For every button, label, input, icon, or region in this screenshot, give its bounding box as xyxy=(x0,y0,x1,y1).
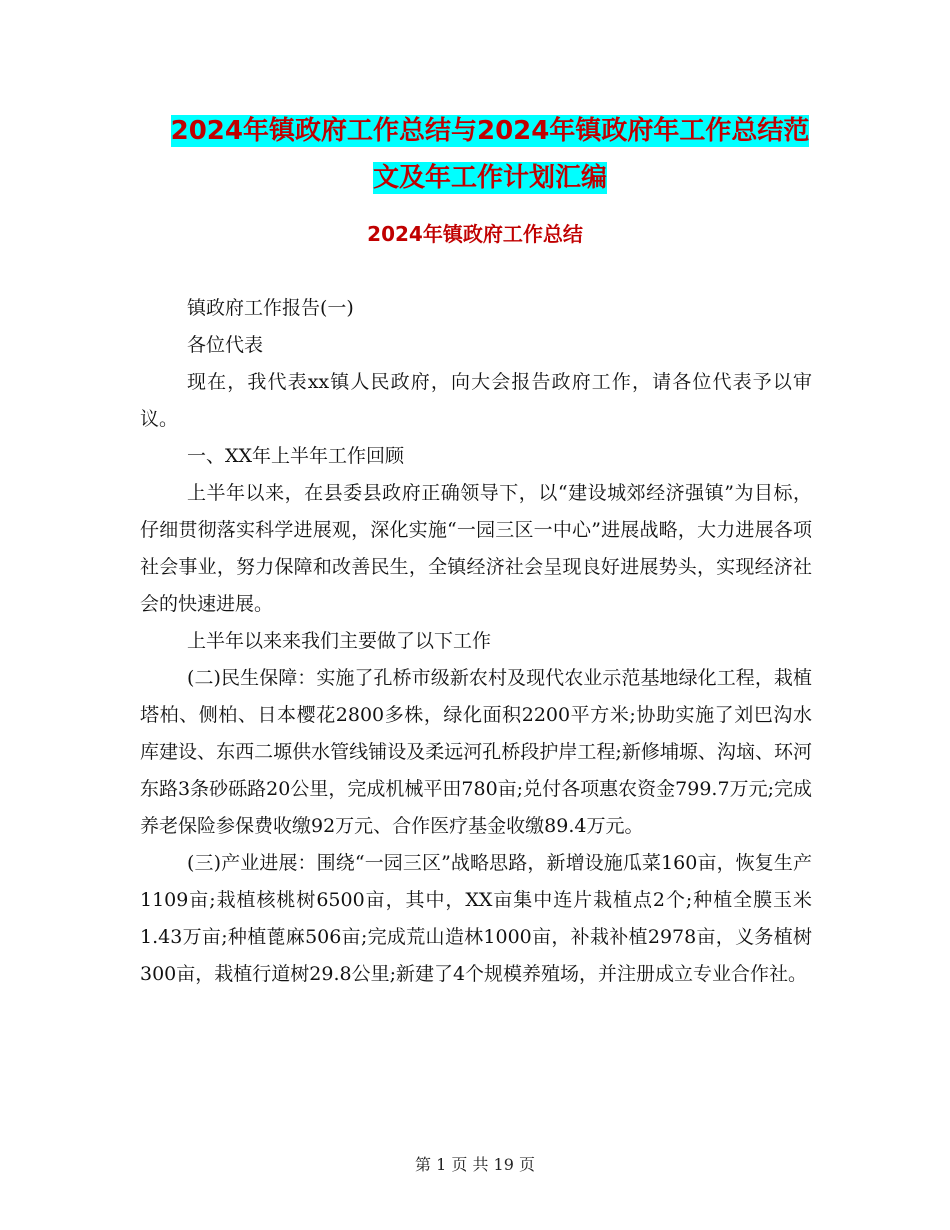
page-footer: 第 1 页 共 19 页 xyxy=(415,1155,535,1174)
paragraph-overview: 上半年以来，在县委县政府正确领导下，以“建设城郊经济强镇”为目标，仔细贯彻落实科学进展观，深化实施“一园三区一中心”进展战略，大力进展各项社会事业，努力保障和改善民生，全镇经济社会呈现良好进展势头，实现经济社会的快速进展。 xyxy=(140,482,812,615)
paragraph-review-heading: 一、XX年上半年工作回顾 xyxy=(187,445,405,467)
paragraph-salutation: 各位代表 xyxy=(187,334,264,356)
paragraph-intro: 现在，我代表xx镇人民政府，向大会报告政府工作，请各位代表予以审议。 xyxy=(140,371,812,430)
document-title xyxy=(140,108,840,202)
document-body xyxy=(140,290,812,993)
paragraph-livelihood: (二)民生保障：实施了孔桥市级新农村及现代农业示范基地绿化工程，栽植塔柏、侧柏、日本樱花2800多株，绿化面积2200平方米;协助实施了刘巴沟水库建设、东西二塬供水管线铺设及柔远河孔桥段护岸工程;新修埔塬、沟垴、环河东路3条砂砾路20公里，完成机械平田780亩;兑付各项惠农资金799.7万元;完成养老保险参保费收缴92万元、合作医疗基金收缴89.4万元。 xyxy=(140,667,812,837)
title-line-1: 2024年镇政府工作总结与2024年镇政府年工作总结范 xyxy=(170,116,810,146)
paragraph-industry: (三)产业进展：围绕“一园三区”战略思路，新增设施瓜菜160亩，恢复生产1109亩;栽植核桃树6500亩，其中，XX亩集中连片栽植点2个;种植全膜玉米1.43万亩;种植蓖麻506亩;完成荒山造林1000亩，补栽补植2978亩，义务植树300亩，栽植行道树29.8公里;新建了4个规模养殖场，并注册成立专业合作社。 xyxy=(140,852,812,985)
title-line-2: 文及年工作计划汇编 xyxy=(372,163,607,193)
section-title: 2024年镇政府工作总结 xyxy=(367,222,583,246)
paragraph-report-heading: 镇政府工作报告(一) xyxy=(187,297,354,319)
paragraph-work-heading: 上半年以来来我们主要做了以下工作 xyxy=(187,630,492,652)
